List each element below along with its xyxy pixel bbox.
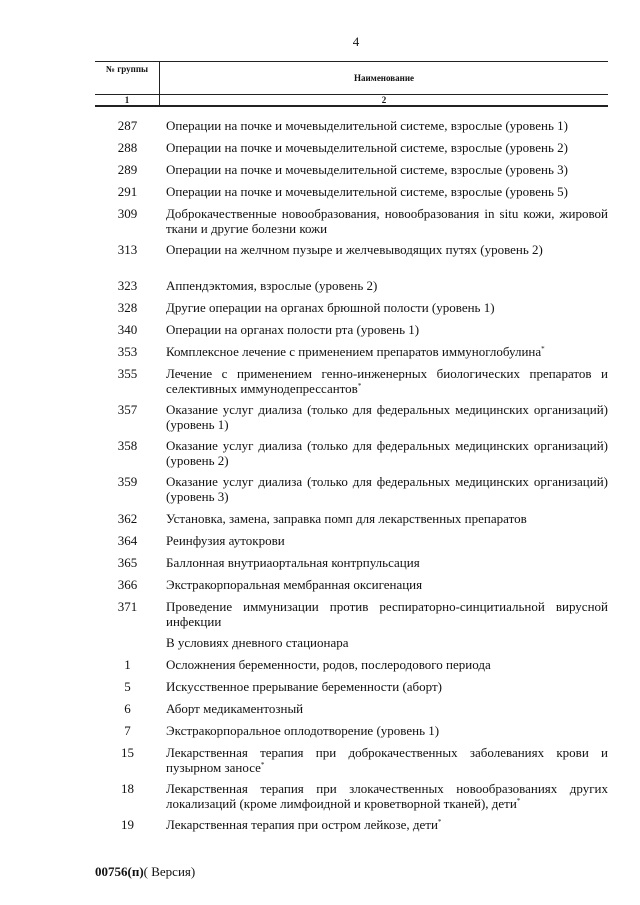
group-name-text: Операции на почке и мочевыделительной системе, взрослые (уровень 5) [166,184,568,199]
group-number: 288 [117,140,138,155]
group-name [160,701,608,716]
group-name-text: Другие операции на органах брюшной полости (уровень 1) [166,300,495,315]
group-name-text: Операции на почке и мочевыделительной системе, взрослые (уровень 2) [166,140,568,155]
document-version: ( Версия) [143,864,196,879]
group-name [160,474,608,504]
group-name [160,278,608,293]
group-number: 365 [117,555,138,570]
group-number: 357 [117,402,138,417]
group-name-text: Лекарственная терапия при остром лейкозе, дети [166,817,438,832]
group-number: 291 [117,184,138,199]
group-name [160,679,608,694]
group-name-text: Баллонная внутриаортальная контрпульсация [166,555,420,570]
group-number: 18 [121,781,134,796]
column-index-2: 2 [381,95,387,105]
group-name-text: Экстракорпоральное оплодотворение (уровень 1) [166,723,440,738]
list-item [95,701,608,716]
group-name-text: В условиях дневного стационара [166,635,349,650]
group-name-text: Доброкачественные новообразования, новообразования in situ кожи, жировой ткани и другие болезни кожи [166,206,608,236]
section-heading [95,635,608,650]
list-item [95,206,608,236]
group-number: 364 [117,533,138,548]
group-name [160,635,608,650]
group-number: 1 [124,657,131,672]
group-name [160,242,608,257]
list-item [95,555,608,570]
group-name [160,577,608,592]
group-number: 287 [117,118,138,133]
group-name [160,206,608,236]
document-code: 00756(п) [95,864,144,879]
group-number: 289 [117,162,138,177]
group-name [160,511,608,526]
group-name-text: Проведение иммунизации против респираторно-синцитиальной вирусной инфекции [166,599,608,629]
group-number: 359 [117,474,138,489]
group-name [160,402,608,432]
group-number: 5 [124,679,131,694]
list-item [95,533,608,548]
list-item [95,300,608,315]
group-number: 353 [117,344,138,359]
group-number: 6 [124,701,131,716]
group-name-text: Оказание услуг диализа (только для федеральных медицинских организаций) (уровень 2) [166,438,608,468]
group-name [160,140,608,155]
list-item [95,599,608,629]
list-item [95,184,608,199]
list-item [95,781,608,811]
footnote-asterisk: * [437,818,442,826]
group-name [160,300,608,315]
group-number: 313 [117,242,138,257]
group-name [160,817,608,832]
list-item [95,657,608,672]
group-name-text: Операции на почке и мочевыделительной системе, взрослые (уровень 3) [166,162,568,177]
group-name-text: Оказание услуг диализа (только для федеральных медицинских организаций) (уровень 1) [166,402,608,432]
group-number: 19 [121,817,134,832]
list-item [95,278,608,293]
group-name [160,555,608,570]
group-name-text: Лекарственная терапия при злокачественных новообразованиях других локализаций (кроме лимфоидной и кроветворной тканей), дети [166,781,608,811]
group-name-text: Лечение с применением генно-инженерных биологических препаратов и селективных иммунодепрессантов [166,366,608,396]
group-number: 340 [117,322,138,337]
list-item [95,344,608,359]
footnote-asterisk: * [541,345,545,353]
group-name [160,533,608,548]
list-item [95,817,608,832]
list-item [95,322,608,337]
group-number: 371 [117,599,138,614]
list-item [95,511,608,526]
list-item [95,140,608,155]
group-name [160,723,608,738]
column-header-group-number: № группы [95,62,160,94]
group-number: 362 [117,511,138,526]
column-header-name: Наименование [354,73,414,83]
footnote-asterisk: * [516,797,521,805]
column-index-1: 1 [95,95,160,105]
group-name [160,184,608,199]
group-name [160,745,608,775]
group-name-text: Установка, замена, заправка помп для лекарственных препаратов [166,511,527,526]
list-item [95,242,608,257]
group-number [95,635,160,650]
group-number: 366 [117,577,138,592]
group-name-text: Аборт медикаментозный [166,701,304,716]
group-name [160,322,608,337]
group-name-text: Операции на желчном пузыре и желчевыводящих путях (уровень 2) [166,242,543,257]
group-name-text: Лекарственная терапия при доброкачественных заболеваниях крови и пузырном заносе [166,745,608,775]
group-name-text: Осложнения беременности, родов, послеродового периода [166,657,491,672]
group-name-text: Реинфузия аутокрови [166,533,285,548]
group-name [160,344,608,359]
group-name [160,162,608,177]
group-name [160,781,608,811]
group-name-text: Искусственное прерывание беременности (аборт) [166,679,442,694]
table-header [95,61,608,107]
footnote-asterisk: * [260,761,265,769]
list-item [95,438,608,468]
list-item [95,402,608,432]
group-name-text: Аппендэктомия, взрослые (уровень 2) [166,278,378,293]
group-number: 7 [124,723,131,738]
list-item [95,118,608,133]
group-name-text: Операции на почке и мочевыделительной системе, взрослые (уровень 1) [166,118,568,133]
group-name-text: Комплексное лечение с применением препаратов иммуноглобулина [166,344,542,359]
group-name-text: Операции на органах полости рта (уровень 1) [166,322,420,337]
group-name [160,599,608,629]
group-number: 355 [117,366,138,381]
footnote-asterisk: * [357,382,362,390]
group-name [160,657,608,672]
list-item [95,474,608,504]
list-item [95,162,608,177]
group-number: 309 [117,206,138,221]
list-item [95,366,608,396]
list-item [95,745,608,775]
group-name [160,118,608,133]
list-item [95,723,608,738]
group-name [160,438,608,468]
page-number: 4 [352,34,360,49]
group-number: 328 [117,300,138,315]
group-name [160,366,608,396]
footer [95,864,195,880]
group-number: 323 [117,278,138,293]
group-name-text: Оказание услуг диализа (только для федеральных медицинских организаций) (уровень 3) [166,474,608,504]
group-number: 15 [121,745,134,760]
group-number: 358 [117,438,138,453]
group-name-text: Экстракорпоральная мембранная оксигенация [166,577,423,592]
list-item [95,577,608,592]
list-item [95,679,608,694]
